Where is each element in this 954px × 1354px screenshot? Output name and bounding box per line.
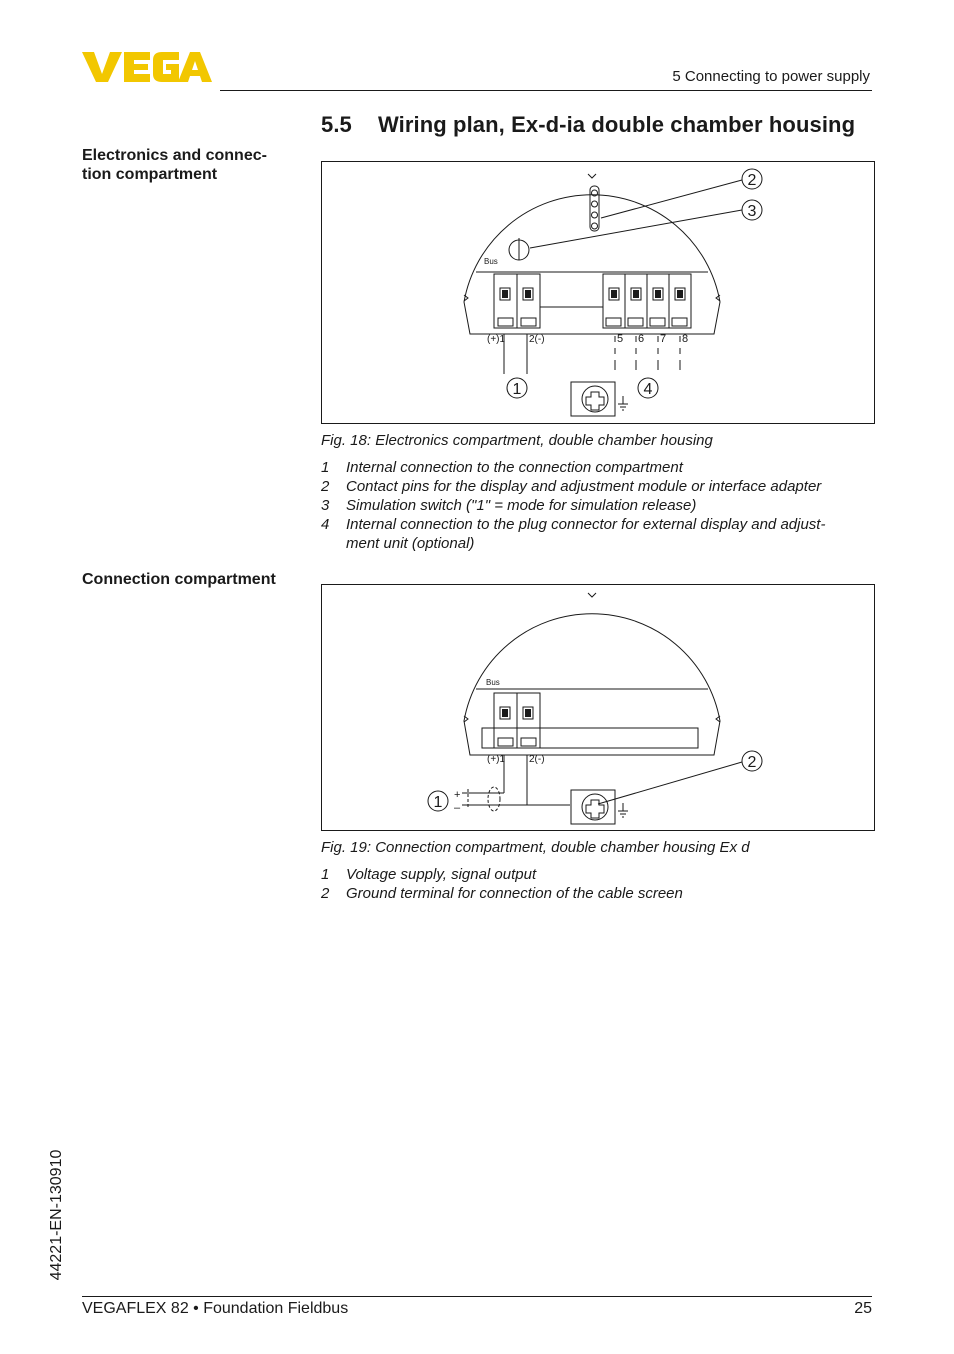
legend-number: 4 xyxy=(321,516,330,533)
connection-heading: Connection compartment xyxy=(82,571,276,588)
connection-bus-label: Bus xyxy=(486,678,500,687)
legend-item xyxy=(321,865,861,884)
callout-1: 1 xyxy=(433,794,443,811)
legend-item xyxy=(321,458,861,477)
terminal-label: 8 xyxy=(682,333,689,345)
connection-diagram xyxy=(321,584,875,831)
figure-18-caption: Fig. 18: Electronics compartment, double chamber housing xyxy=(321,432,713,449)
legend-text: Ground terminal for connection of the cable screen xyxy=(346,885,683,902)
terminal-label: 2(-) xyxy=(529,334,545,345)
vega-logo xyxy=(82,50,212,84)
legend-text: Internal connection to the connection compartment xyxy=(346,459,683,476)
terminal-label: (+)1 xyxy=(487,754,506,765)
electronics-heading: Electronics and connec- tion compartment xyxy=(82,147,267,183)
legend-number: 3 xyxy=(321,497,330,514)
figure-18-legend xyxy=(321,458,861,553)
legend-text: Voltage supply, signal output xyxy=(346,866,537,883)
legend-text: Internal connection to the plug connector for external display and adjust- ment unit (optional) xyxy=(346,516,826,552)
callout-1: 1 xyxy=(512,381,522,398)
header-section-label: 5 Connecting to power supply xyxy=(672,68,870,85)
terminal-label: 2(-) xyxy=(529,754,545,765)
terminal-label: 6 xyxy=(638,333,645,345)
callout-2: 2 xyxy=(747,754,757,771)
legend-text: Simulation switch ("1" = mode for simulation release) xyxy=(346,497,697,514)
plus-sign: + xyxy=(454,789,461,801)
callout-4: 4 xyxy=(643,381,653,398)
terminal-label: (+)1 xyxy=(487,334,506,345)
section-title xyxy=(321,112,855,138)
legend-item xyxy=(321,515,861,553)
legend-item xyxy=(321,477,861,496)
callout-2: 2 xyxy=(747,172,757,189)
legend-item xyxy=(321,884,861,903)
electronics-diagram xyxy=(321,161,875,424)
page-number: 25 xyxy=(854,1300,872,1317)
legend-number: 1 xyxy=(321,459,330,476)
legend-number: 2 xyxy=(321,478,330,495)
minus-sign: – xyxy=(454,802,461,814)
section-number: 5.5 xyxy=(321,112,352,137)
callout-3: 3 xyxy=(747,203,757,220)
legend-number: 2 xyxy=(321,885,330,902)
legend-item xyxy=(321,496,861,515)
figure-19-legend xyxy=(321,865,861,903)
electronics-bus-label: Bus xyxy=(484,257,498,266)
legend-text: Contact pins for the display and adjustment module or interface adapter xyxy=(346,478,822,495)
terminal-label: 7 xyxy=(660,333,667,345)
header-rule xyxy=(220,90,872,91)
document-code xyxy=(46,1140,68,1290)
section-title-text: Wiring plan, Ex-d-ia double chamber housing xyxy=(378,112,856,137)
footer-product: VEGAFLEX 82 • Foundation Fieldbus xyxy=(82,1300,349,1317)
terminal-label: 5 xyxy=(617,333,624,345)
document-code-text: 44221-EN-130910 xyxy=(48,1149,65,1281)
footer-rule xyxy=(82,1296,872,1297)
legend-number: 1 xyxy=(321,866,330,883)
figure-19-caption: Fig. 19: Connection compartment, double chamber housing Ex d xyxy=(321,839,750,856)
